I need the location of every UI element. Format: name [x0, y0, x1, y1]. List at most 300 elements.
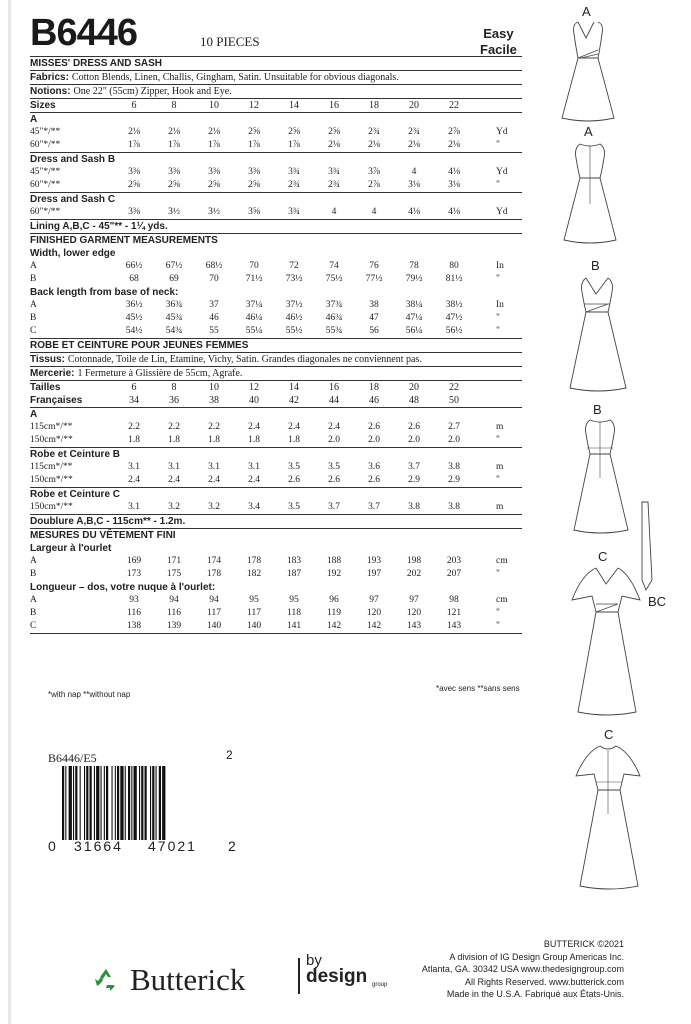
- back-length-row-cell: 38½: [445, 300, 463, 310]
- metrage-a-row-cell: 2.0: [368, 435, 380, 445]
- yardage-b-row-cell: 3⅛: [448, 180, 460, 190]
- barcode-bar: [84, 766, 85, 840]
- width-heading: Width, lower edge: [30, 248, 116, 259]
- width-row-unit: In: [496, 261, 504, 271]
- logo-group: group: [372, 982, 388, 988]
- barcode-bar: [159, 766, 161, 840]
- mesures-title: MESURES DU VÊTEMENT FINI: [30, 530, 176, 541]
- back-length-row-unit: ": [496, 313, 500, 323]
- width-row-cell: 79½: [405, 274, 423, 284]
- yardage-a-row-label: 45"*/**: [30, 127, 61, 137]
- largeur-row-cell: 171: [166, 556, 182, 566]
- recycle-icon: [92, 966, 120, 994]
- longueur-row-cell: 139: [166, 621, 182, 631]
- sizes-row-cell: 8: [171, 100, 177, 111]
- yardage-a-row-unit: ": [496, 140, 500, 150]
- tissus-line-text: Cotonnade, Toile de Lin, Etamine, Vichy, Satin. Grandes diagonales ne conviennent pas.: [67, 354, 422, 365]
- metrage-b-row-cell: 2.4: [128, 475, 140, 485]
- francaises-row-cell: 40: [249, 395, 259, 406]
- yardage-c-row-unit: Yd: [496, 207, 508, 217]
- width-row-cell: 67½: [165, 261, 183, 271]
- metrage-b-row-cell: 2.6: [328, 475, 340, 485]
- metrage-b-row-cell: 2.9: [448, 475, 460, 485]
- francaises-row-cell: 34: [129, 395, 139, 406]
- longueur-row-cell: 141: [286, 621, 302, 631]
- credit-line: A division of IG Design Group Americas Inc.: [449, 951, 624, 962]
- yardage-c-row: [30, 206, 522, 219]
- easy-text: Easy: [483, 26, 514, 41]
- largeur-row-cell: 187: [286, 569, 302, 579]
- yardage-b-row-cell: 3⅜: [168, 167, 180, 177]
- brand-name: Butterick: [130, 962, 246, 997]
- longueur-heading: Longueur – dos, votre nuque à l'ourlet:: [30, 582, 216, 593]
- metrage-c-row-unit: m: [496, 502, 504, 512]
- metrage-a-row-cell: 2.4: [248, 422, 260, 432]
- longueur-row-cell: 97: [409, 595, 419, 605]
- credit-line: BUTTERICK ©2021: [543, 939, 624, 949]
- pieces-count: 10 PIECES: [200, 34, 260, 49]
- largeur-row-cell: 193: [366, 556, 382, 566]
- tailles-row-cell: 20: [409, 382, 419, 393]
- yardage-b-row-unit: Yd: [496, 167, 508, 177]
- fabrics-line-label: Fabrics:: [30, 72, 69, 83]
- yardage-a-row-cell: 2⅛: [408, 140, 420, 150]
- yardage-c-row-cell: 3⅜: [128, 207, 140, 217]
- metrage-b-row-unit: m: [496, 462, 504, 472]
- longueur-row-cell: 118: [287, 608, 301, 618]
- longueur-row-cell: 94: [209, 595, 219, 605]
- metrage-a-row: [30, 421, 522, 434]
- longueur-row-cell: 93: [129, 595, 139, 605]
- metrage-c-row-cell: 3.4: [248, 502, 260, 512]
- doublure-line: Doublure A,B,C - 115cm** - 1.2m.: [30, 516, 186, 527]
- largeur-row-cell: 183: [286, 556, 302, 566]
- yardage-c-row-cell: 3½: [208, 207, 220, 217]
- logo-by: by: [306, 952, 322, 969]
- longueur-row-cell: 95: [249, 595, 259, 605]
- yardage-b-row-cell: 4⅛: [448, 167, 460, 177]
- largeur-row-cell: 169: [126, 556, 142, 566]
- back-length-row-cell: 56½: [445, 326, 463, 336]
- width-row-cell: 78: [409, 261, 419, 271]
- fabrics-line: [30, 71, 522, 84]
- vue-b-heading: Robe et Ceinture B: [30, 449, 121, 460]
- barcode-bar: [156, 766, 157, 840]
- back-length-row-cell: 47¼: [405, 313, 423, 323]
- metrage-b-row-cell: 2.4: [208, 475, 220, 485]
- metrage-a-row-cell: 1.8: [288, 435, 300, 445]
- barcode-bar: [106, 766, 108, 840]
- view-label-b1: B: [591, 258, 600, 273]
- barcode-right-digits: 47021: [148, 838, 197, 854]
- yardage-b-row-cell: 3⅜: [128, 167, 140, 177]
- back-length-row-cell: 46½: [285, 313, 303, 323]
- yardage-b-row-cell: 3⅞: [368, 167, 380, 177]
- width-row: [30, 273, 522, 286]
- largeur-row-cell: 207: [446, 569, 462, 579]
- longueur-row-cell: 94: [169, 595, 179, 605]
- yardage-b-row: [30, 179, 522, 192]
- width-row-cell: 69: [169, 274, 179, 284]
- largeur-row-cell: 198: [406, 556, 422, 566]
- largeur-row-cell: 202: [406, 569, 422, 579]
- tailles-row-cell: 18: [369, 382, 379, 393]
- barcode-bar: [104, 766, 105, 840]
- lining-line: Lining A,B,C - 45"** - 1¼ yds.: [30, 221, 168, 232]
- mercerie-line-label: Mercerie:: [30, 368, 75, 379]
- metrage-a-row-cell: 2.4: [288, 422, 300, 432]
- barcode-bar: [152, 766, 154, 840]
- yardage-b-row-cell: 2⅝: [168, 180, 180, 190]
- back-length-row-cell: 55¾: [325, 326, 343, 336]
- yardage-c-row-cell: 3⅝: [248, 207, 260, 217]
- notions-line: [30, 85, 522, 98]
- largeur-row: [30, 555, 522, 568]
- longueur-row-unit: ": [496, 621, 500, 631]
- barcode-bar: [90, 766, 92, 840]
- dress-sketch-b-front: [568, 276, 628, 392]
- dress-sketch-c-back: [568, 744, 648, 890]
- yardage-b-row-cell: 2⅝: [208, 180, 220, 190]
- longueur-row-cell: 116: [127, 608, 141, 618]
- back-length-row-cell: 38: [369, 300, 379, 310]
- credit-line: All Rights Reserved. www.butterick.com: [464, 976, 624, 987]
- longueur-row-cell: 96: [329, 595, 339, 605]
- yardage-c-row-cell: 3¾: [288, 207, 300, 217]
- metrage-b-row-cell: 3.7: [408, 462, 420, 472]
- metrage-a-row-unit: m: [496, 422, 504, 432]
- view-b-heading: Dress and Sash B: [30, 154, 116, 165]
- metrage-b-row-cell: 3.1: [128, 462, 140, 472]
- metrage-c-row-cell: 3.1: [128, 502, 140, 512]
- longueur-row-cell: 97: [369, 595, 379, 605]
- yardage-b-row-cell: 2⅞: [368, 180, 380, 190]
- francaises-row-label: Françaises: [30, 395, 83, 406]
- longueur-row-cell: 140: [206, 621, 222, 631]
- yardage-b-row-label: 60"*/**: [30, 180, 61, 190]
- sizes-row-cell: 6: [131, 100, 137, 111]
- metrage-c-row-cell: 3.5: [288, 502, 300, 512]
- yardage-chart: [30, 56, 522, 634]
- metrage-b-row-cell: 2.6: [368, 475, 380, 485]
- yardage-b-row-cell: 2⅝: [248, 180, 260, 190]
- longueur-row-label: C: [30, 621, 37, 631]
- vue-c-heading: Robe et Ceinture C: [30, 489, 121, 500]
- tailles-row-cell: 12: [249, 382, 259, 393]
- sizes-row-cell: 12: [249, 100, 259, 111]
- barcode-lead-digit: 0: [48, 838, 56, 854]
- back-length-row-unit: ": [496, 326, 500, 336]
- tailles-row-cell: 16: [329, 382, 339, 393]
- longueur-row-cell: 121: [446, 608, 462, 618]
- metrage-a-row-cell: 2.2: [208, 422, 220, 432]
- barcode-bar: [86, 766, 88, 840]
- section-title-fr: ROBE ET CEINTURE POUR JEUNES FEMMES: [30, 340, 249, 351]
- metrage-a-row-cell: 2.4: [328, 422, 340, 432]
- metrage-a-row-cell: 2.2: [168, 422, 180, 432]
- logo-divider: [298, 958, 300, 994]
- barcode-check-digit: 2: [228, 838, 236, 854]
- back-length-row-cell: 55: [209, 326, 219, 336]
- back-length-row-cell: 37¾: [325, 300, 343, 310]
- mercerie-line-text: 1 Fermeture à Glissière de 55cm, Agrafe.: [77, 368, 243, 379]
- yardage-c-row-cell: 3½: [168, 207, 180, 217]
- width-row-cell: 81½: [445, 274, 463, 284]
- metrage-b-row-cell: 3.5: [288, 462, 300, 472]
- largeur-row-cell: 197: [366, 569, 382, 579]
- width-row-cell: 74: [329, 261, 339, 271]
- metrage-b-row-unit: ": [496, 475, 500, 485]
- section-title-en: MISSES' DRESS AND SASH: [30, 58, 163, 69]
- largeur-row-label: B: [30, 569, 37, 579]
- yardage-b-row-cell: 3¾: [288, 167, 300, 177]
- yardage-a-row-cell: 2⅛: [328, 140, 340, 150]
- barcode-bar: [75, 766, 77, 840]
- barcode-bar: [73, 766, 74, 840]
- yardage-b-row-cell: 3⅜: [208, 167, 220, 177]
- back-length-heading: Back length from base of neck:: [30, 287, 179, 298]
- tailles-row-cell: 10: [209, 382, 219, 393]
- francaises-row-cell: 46: [369, 395, 379, 406]
- largeur-row-label: A: [30, 556, 37, 566]
- yardage-a-row-label: 60"*/**: [30, 140, 61, 150]
- width-row-cell: 70: [249, 261, 259, 271]
- envelope-code: B6446/E5: [48, 751, 97, 765]
- francaises-row-cell: 44: [329, 395, 339, 406]
- largeur-row-cell: 178: [206, 569, 222, 579]
- credit-line: Made in the U.S.A. Fabriqué aux États-Unis.: [446, 989, 624, 999]
- width-row: [30, 260, 522, 273]
- back-length-row-label: C: [30, 326, 37, 336]
- back-length-row-cell: 56¼: [405, 326, 423, 336]
- tissus-line: [30, 353, 522, 366]
- metrage-c-row-cell: 3.8: [448, 502, 460, 512]
- back-length-row: [30, 299, 522, 312]
- facile-text: Facile: [480, 42, 517, 57]
- yardage-c-row-cell: 4⅛: [448, 207, 460, 217]
- metrage-a-row-cell: 1.8: [168, 435, 180, 445]
- back-length-row-unit: In: [496, 300, 504, 310]
- yardage-a-row-cell: 2⅛: [448, 140, 460, 150]
- yardage-a-row-cell: 1⅞: [168, 140, 180, 150]
- back-length-row-cell: 36¾: [165, 300, 183, 310]
- longueur-row: [30, 594, 522, 607]
- view-label-c1: C: [598, 549, 608, 564]
- metrage-b-row-label: 150cm*/**: [30, 475, 73, 485]
- metrage-b-row-cell: 3.1: [168, 462, 180, 472]
- tailles-row-cell: 14: [289, 382, 299, 393]
- barcode-bar: [65, 766, 66, 840]
- metrage-c-row-cell: 3.2: [168, 502, 180, 512]
- barcode-bar: [115, 766, 116, 840]
- back-length-row-cell: 55½: [285, 326, 303, 336]
- longueur-row-cell: 120: [406, 608, 422, 618]
- width-row-cell: 71½: [245, 274, 263, 284]
- tailles-row: [30, 381, 522, 394]
- metrage-a-row-unit: ": [496, 435, 500, 445]
- yardage-b-row-cell: 4: [411, 167, 417, 177]
- view-label-a2: A: [584, 124, 593, 139]
- back-length-row-cell: 54½: [125, 326, 143, 336]
- yardage-a-row: [30, 139, 522, 152]
- metrage-c-row: [30, 501, 522, 514]
- metrage-a-row-cell: 2.6: [408, 422, 420, 432]
- metrage-b-row-cell: 3.6: [368, 462, 380, 472]
- barcode-bar: [120, 766, 123, 840]
- barcode-bar: [134, 766, 137, 840]
- metrage-a-row-cell: 1.8: [128, 435, 140, 445]
- metrage-a-row-cell: 1.8: [208, 435, 220, 445]
- width-row-cell: 68: [129, 274, 139, 284]
- francaises-row-cell: 38: [209, 395, 219, 406]
- metrage-a-row-cell: 2.6: [368, 422, 380, 432]
- francaises-row: [30, 394, 522, 407]
- back-length-row-cell: 36½: [125, 300, 143, 310]
- view-label-b2: B: [593, 402, 602, 417]
- back-length-row-cell: 56: [369, 326, 379, 336]
- longueur-row-cell: 142: [366, 621, 382, 631]
- view-label-c2: C: [604, 727, 614, 742]
- yardage-b-row: [30, 166, 522, 179]
- dress-sketch-a-front: [556, 20, 620, 122]
- yardage-a-row-cell: 1⅞: [288, 140, 300, 150]
- back-length-row-cell: 46¼: [245, 313, 263, 323]
- metrage-c-row-label: 150cm*/**: [30, 502, 73, 512]
- longueur-row-cell: 143: [406, 621, 422, 631]
- francaises-row-cell: 48: [409, 395, 419, 406]
- yardage-a-row-cell: 2¾: [408, 127, 420, 137]
- back-length-row-cell: 46¾: [325, 313, 343, 323]
- sizes-row-label: Sizes: [30, 100, 56, 111]
- longueur-row-cell: 117: [207, 608, 221, 618]
- largeur-heading: Largeur à l'ourlet: [30, 543, 112, 554]
- back-length-row-label: A: [30, 300, 37, 310]
- metrage-c-row-cell: 3.7: [368, 502, 380, 512]
- nap-footnote-en: *with nap **without nap: [48, 690, 131, 699]
- yardage-b-row-cell: 2¾: [288, 180, 300, 190]
- width-row-cell: 70: [209, 274, 219, 284]
- yardage-a-row-cell: 1⅞: [208, 140, 220, 150]
- longueur-row-cell: 119: [327, 608, 341, 618]
- longueur-row-cell: 143: [446, 621, 462, 631]
- metrage-b-row: [30, 461, 522, 474]
- width-row-label: B: [30, 274, 37, 284]
- longueur-row-unit: ": [496, 608, 500, 618]
- mercerie-line: [30, 367, 522, 380]
- back-length-row-cell: 37¼: [245, 300, 263, 310]
- yardage-b-row-cell: 2⅝: [128, 180, 140, 190]
- yardage-a-row-cell: 1⅞: [128, 140, 140, 150]
- barcode-bar: [141, 766, 143, 840]
- barcode-bar: [96, 766, 99, 840]
- longueur-row-cell: 140: [246, 621, 262, 631]
- yardage-a-row-cell: 2⅝: [248, 127, 260, 137]
- sizes-row-cell: 22: [449, 100, 459, 111]
- barcode-bar: [101, 766, 102, 840]
- yardage-c-row-cell: 4: [371, 207, 377, 217]
- yardage-a-row-cell: 2⅞: [448, 127, 460, 137]
- longueur-row-label: A: [30, 595, 37, 605]
- longueur-row-unit: cm: [496, 595, 508, 605]
- longueur-row: [30, 620, 522, 633]
- metrage-a-row-cell: 1.8: [248, 435, 260, 445]
- sizes-row-cell: 20: [409, 100, 419, 111]
- dress-sketch-a-back: [560, 142, 620, 244]
- largeur-row-cell: 188: [326, 556, 342, 566]
- longueur-row-cell: 117: [247, 608, 261, 618]
- metrage-b-row-cell: 3.8: [448, 462, 460, 472]
- width-row-cell: 75½: [325, 274, 343, 284]
- metrage-b-row-cell: 2.4: [248, 475, 260, 485]
- metrage-b-row: [30, 474, 522, 487]
- dress-sketch-c-front: [566, 566, 646, 716]
- largeur-row-unit: ": [496, 569, 500, 579]
- francaises-row-cell: 50: [449, 395, 459, 406]
- metrage-c-row-cell: 3.2: [208, 502, 220, 512]
- envelope-number: 2: [226, 748, 233, 762]
- back-length-row-cell: 37: [209, 300, 219, 310]
- back-length-row-cell: 47½: [445, 313, 463, 323]
- metrage-a-row-label: 150cm*/**: [30, 435, 73, 445]
- barcode: [62, 766, 220, 840]
- barcode-bar: [150, 766, 151, 840]
- dress-sketch-b-back: [572, 418, 632, 534]
- longueur-row-cell: 98: [449, 595, 459, 605]
- width-row-cell: 80: [449, 261, 459, 271]
- back-length-row-cell: 54¾: [165, 326, 183, 336]
- tailles-row-cell: 22: [449, 382, 459, 393]
- back-length-row-cell: 47: [369, 313, 379, 323]
- largeur-row-cell: 192: [326, 569, 342, 579]
- largeur-row: [30, 568, 522, 581]
- metrage-a-row-cell: 2.7: [448, 422, 460, 432]
- width-row-cell: 77½: [365, 274, 383, 284]
- width-row-label: A: [30, 261, 37, 271]
- back-length-row-cell: 45½: [125, 313, 143, 323]
- back-length-row-label: B: [30, 313, 37, 323]
- metrage-b-row-cell: 3.5: [328, 462, 340, 472]
- back-length-row: [30, 325, 522, 338]
- publisher-credits: [398, 938, 624, 1001]
- yardage-a-row-cell: 2¾: [368, 127, 380, 137]
- sizes-row: [30, 99, 522, 112]
- difficulty-label: [480, 26, 517, 58]
- metrage-c-row-cell: 3.7: [328, 502, 340, 512]
- barcode-bar: [62, 766, 64, 840]
- barcode-bar: [125, 766, 126, 840]
- yardage-b-row-unit: ": [496, 180, 500, 190]
- finished-title: FINISHED GARMENT MEASUREMENTS: [30, 235, 218, 246]
- credit-line: Atlanta, GA. 30342 USA www.thedesigngroup.com: [421, 964, 624, 974]
- sizes-row-cell: 10: [209, 100, 219, 111]
- tailles-row-label: Tailles: [30, 382, 61, 393]
- tailles-row-cell: 6: [131, 382, 137, 393]
- back-length-row-cell: 46: [209, 313, 219, 323]
- vue-a-heading: A: [30, 409, 38, 420]
- francaises-row-cell: 36: [169, 395, 179, 406]
- metrage-c-row-cell: 3.8: [408, 502, 420, 512]
- sizes-row-cell: 16: [329, 100, 339, 111]
- back-length-row-cell: 55¼: [245, 326, 263, 336]
- fabrics-line-text: Cotton Blends, Linen, Challis, Gingham, Satin. Unsuitable for obvious diagonals.: [71, 72, 399, 83]
- view-a-heading: A: [30, 114, 38, 125]
- envelope-edge: [8, 0, 11, 1024]
- width-row-cell: 76: [369, 261, 379, 271]
- longueur-row-cell: 138: [126, 621, 142, 631]
- yardage-b-row-cell: 3⅜: [248, 167, 260, 177]
- sizes-row-cell: 14: [289, 100, 299, 111]
- width-row-cell: 66½: [125, 261, 143, 271]
